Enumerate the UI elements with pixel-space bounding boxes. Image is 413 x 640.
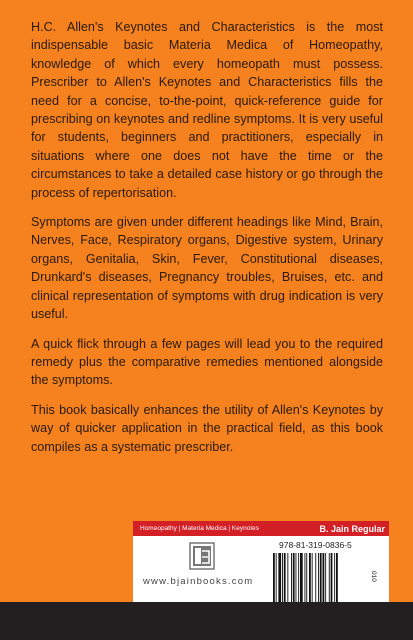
publisher-logo-icon	[189, 542, 215, 570]
barcode-bar	[323, 553, 325, 603]
info-band	[133, 521, 389, 536]
barcode-bar	[291, 553, 292, 603]
barcode-bar	[287, 553, 288, 603]
publisher-website: www.bjainbooks.com	[143, 576, 254, 587]
barcode-bar	[318, 553, 319, 603]
barcode-bar	[284, 553, 286, 603]
barcode-bar	[300, 553, 303, 603]
barcode-bar	[305, 553, 306, 603]
isbn-number: 978-81-319-0836-5	[279, 540, 352, 550]
barcode-bar	[334, 553, 335, 603]
barcode-bar	[306, 553, 307, 603]
barcode-bar	[296, 553, 297, 603]
barcode-bar	[293, 553, 295, 603]
barcode-bar	[282, 553, 283, 603]
barcode-bar	[278, 553, 281, 603]
price-code: 010	[370, 571, 377, 582]
barcode-bar	[312, 553, 313, 603]
barcode-bar	[325, 553, 326, 603]
blurb-paragraph-2: Symptoms are given under different headings like Mind, Brain, Nerves, Face, Respiratory organs, Digestive system, Urinary organs, Genitalia, Skin, Fever, Constitutional diseases, Drunkard's diseases, Pregnancy troubles, Bruises, etc. and clinical representation of symptoms with drug indication is very useful.	[31, 215, 383, 322]
barcode-bar	[329, 553, 330, 603]
barcode-bar	[336, 553, 338, 603]
barcode-bar	[276, 553, 277, 603]
back-cover-blurb	[31, 18, 383, 467]
barcode-bar	[273, 553, 275, 603]
blurb-paragraph-1: H.C. Allen's Keynotes and Characteristics is the most indispensable basic Materia Medica of Homeopathy, knowledge of which every homeopath must possess. Prescriber to Allen's Keynotes and Characteristics fills the need for a concise, to-the-point, quick-reference guide for prescribing on keynotes and redline symptoms. It is very useful for students, beginners and practitioners, especially in situations where one does not have the time or the circumstances to take a detailed case history or go through the process of repertorisation.	[31, 20, 383, 200]
blurb-paragraph-3: A quick flick through a few pages will lead you to the required remedy plus the comparative remedies mentioned alongside the symptoms.	[31, 336, 383, 388]
barcode-bar	[309, 553, 311, 603]
barcode-bar	[298, 553, 299, 603]
imprint-label: B. Jain Regular	[319, 523, 385, 534]
barcode-bar	[320, 553, 322, 603]
footer-band	[0, 602, 413, 640]
subject-categories: Homeopathy | Materia Medica | Keynotes	[140, 525, 259, 532]
barcode-bar	[331, 553, 333, 603]
blurb-paragraph-4: This book basically enhances the utility of Allen's Keynotes by way of quicker application in the practical field, as this book compiles as a systematic prescriber.	[31, 402, 383, 454]
barcode-bar	[315, 553, 316, 603]
